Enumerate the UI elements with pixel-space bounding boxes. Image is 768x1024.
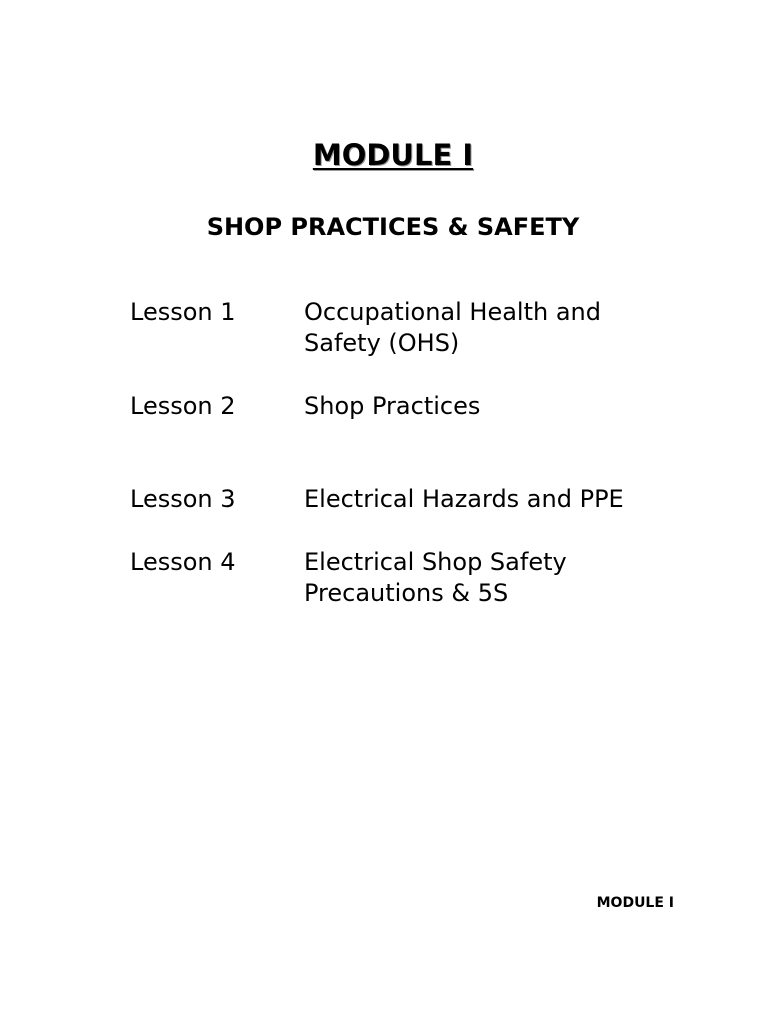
footer-module-label: MODULE I	[596, 895, 674, 911]
lesson-title: Shop Practices	[304, 392, 481, 420]
lesson-number: Lesson 3	[130, 485, 236, 513]
lesson-title: Electrical Hazards and PPE	[304, 485, 624, 513]
lesson-number: Lesson 4	[130, 548, 236, 576]
lesson-title: Electrical Shop Safety Precautions & 5S	[304, 548, 567, 607]
module-subtitle: SHOP PRACTICES & SAFETY	[206, 213, 580, 241]
lesson-number: Lesson 1	[130, 298, 236, 326]
lesson-title: Occupational Health and Safety (OHS)	[304, 298, 601, 357]
lesson-number: Lesson 2	[130, 392, 236, 420]
module-title: MODULE I	[312, 138, 474, 172]
